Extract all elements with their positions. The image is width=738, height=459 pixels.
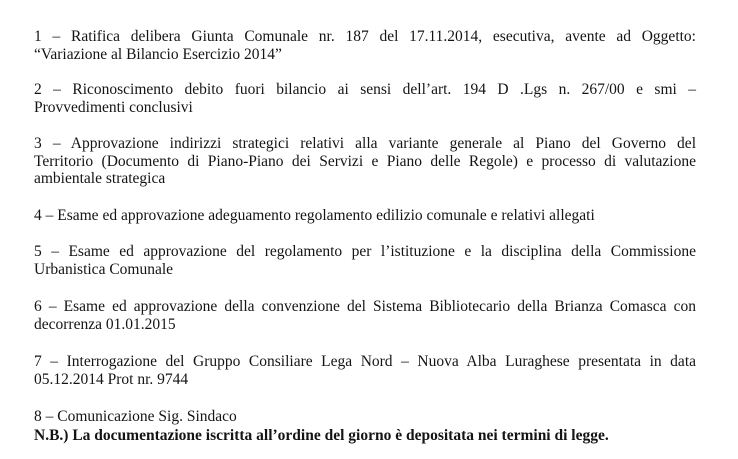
agenda-item-5-line-1: 5 – Esame ed approvazione del regolamento per l’istituzione e la disciplina della Commissione — [34, 243, 696, 260]
agenda-item-7 — [34, 353, 696, 388]
agenda-item-2-line-1: 2 – Riconoscimento debito fuori bilancio ai sensi dell’art. 194 D .Lgs n. 267/00 e smi – — [34, 81, 696, 98]
agenda-item-7-line-2: 05.12.2014 Prot nr. 9744 — [34, 370, 189, 388]
agenda-item-5 — [34, 243, 696, 278]
legal-note: N.B.) La documentazione iscritta all’ordine del giorno è depositata nei termini di legge. — [34, 427, 609, 444]
agenda-item-3-line-3: ambientale strategica — [34, 170, 166, 187]
agenda-item-2-line-2: Provvedimenti conclusivi — [34, 98, 193, 116]
agenda-item-5-line-2: Urbanistica Comunale — [34, 260, 174, 278]
agenda-item-1-line-2: “Variazione al Bilancio Esercizio 2014” — [34, 45, 282, 63]
agenda-item-6 — [34, 298, 696, 333]
agenda-item-1-line-1: 1 – Ratifica delibera Giunta Comunale nr. 187 del 17.11.2014, esecutiva, avente ad Oggetto: — [34, 28, 696, 45]
agenda-item-4 — [34, 207, 696, 225]
agenda-item-3 — [34, 135, 696, 188]
agenda-item-3-line-2: Territorio (Documento di Piano-Piano dei Servizi e Piano delle Regole) e processo di valutazione — [34, 152, 696, 170]
agenda-item-8 — [34, 408, 696, 426]
agenda-item-8-line-1: 8 – Comunicazione Sig. Sindaco — [34, 408, 237, 425]
agenda-item-1 — [34, 28, 696, 63]
agenda-item-6-line-1: 6 – Esame ed approvazione della convenzione del Sistema Bibliotecario della Brianza Comasca con — [34, 298, 696, 315]
agenda-item-7-line-1: 7 – Interrogazione del Gruppo Consiliare Lega Nord – Nuova Alba Luraghese presentata in data — [34, 353, 696, 370]
agenda-item-4-line-1: 4 – Esame ed approvazione adeguamento regolamento edilizio comunale e relativi allegati — [34, 207, 595, 224]
agenda-item-6-line-2: decorrenza 01.01.2015 — [34, 315, 176, 333]
agenda-item-3-line-1: 3 – Approvazione indirizzi strategici relativi alla variante generale al Piano del Governo del — [34, 135, 696, 152]
agenda-item-2 — [34, 81, 696, 116]
